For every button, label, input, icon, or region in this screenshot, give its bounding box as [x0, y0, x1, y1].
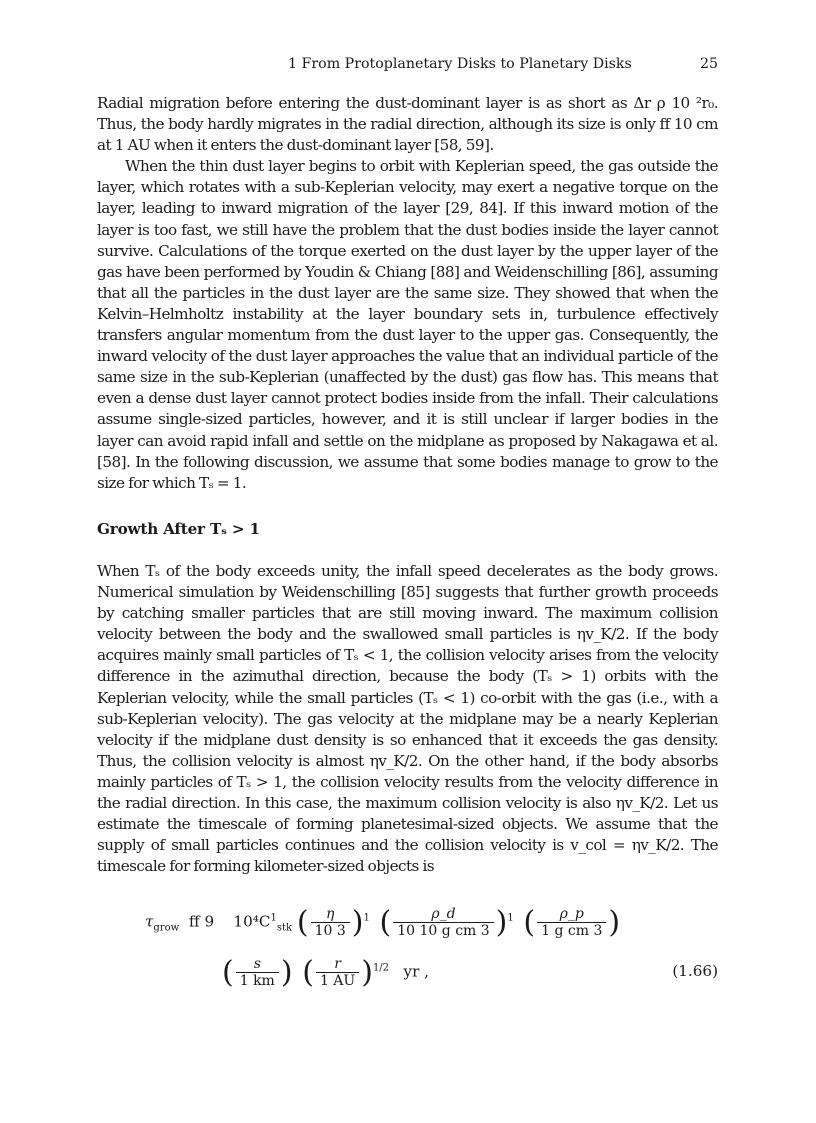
paragraph: When the thin dust layer begins to orbit with Keplerian speed, the gas outside the layer, which rotates with a sub-Keplerian velocity, may exert a negative torque on the layer, leading to inward migration of the layer [29, 84]. If this inward motion of the layer is too fast, we still have the problem that the dust bodies inside the layer cannot survive. Calculations of the torque exerted on the dust layer by the upper layer of the gas have been performed by Youdin & Chiang [88] and Weidenschilling [86], assuming that all the particles in the dust layer are the same size. They showed that when the Kelvin–Helmholtz instability at the layer boundary sets in, turbulence effectively transfers angular momentum from the dust layer to the upper gas. Consequently, the inward velocity of the dust layer approaches the value that an individual particle of the same size in the sub-Keplerian (unaffected by the dust) gas flow has. This means that even a dense dust layer cannot protect bodies inside from the infall. Their calculations assume single-sized particles, however, and it is still unclear if larger bodies in the layer can avoid rapid infall and settle on the midplane as proposed by Nakagawa et al. [58]. In the following discussion, we assume that some bodies manage to grow to the size for which Tₛ = 1.: [97, 157, 718, 492]
fraction-eta: $\frac{\eta}{10 3}$: [311, 906, 350, 939]
page-number: 25: [699, 56, 718, 72]
equation-1-66: [0, 895, 816, 1005]
equation-row-2: ( $\frac{s}{1 km}$ ) ( $\frac{r}{1 AU}$ )$^{1/2}$ yr ,: [222, 955, 430, 990]
equation-lhs-subscript: grow: [153, 922, 180, 934]
exponent: 1: [507, 912, 514, 924]
equation-lhs: τ: [145, 912, 154, 931]
page-header: [97, 54, 718, 76]
running-title: 1 From Protoplanetary Disks to Planetary Disks: [288, 56, 632, 72]
equation-unit: yr ,: [403, 962, 430, 981]
coefficient-subscript: stk: [276, 922, 293, 934]
fraction-s: $\frac{s}{1 km}$: [236, 956, 279, 989]
paragraph: When Tₛ of the body exceeds unity, the infall speed decelerates as the body grows. Numerical simulation by Weidenschilling [85] suggests that further growth proceeds by catching smaller particles that are still moving inward. The maximum collision velocity between the body and the swallowed small particles is ηv_K/2. If the body acquires mainly small particles of Tₛ < 1, the collision velocity arises from the velocity difference in the azimuthal direction, because the body (Tₛ > 1) orbits with the Keplerian velocity, while the small particles (Tₛ < 1) co-orbit with the gas (i.e., with a sub-Keplerian velocity). The gas velocity at the midplane may be a nearly Keplerian velocity if the midplane dust density is so enhanced that it exceeds the gas density. Thus, the collision velocity is almost ηv_K/2. On the other hand, if the body absorbs mainly particles of Tₛ > 1, the collision velocity results from the velocity difference in the radial direction. In this case, the maximum collision velocity is also ηv_K/2. Let us estimate the timescale of forming planetesimal-sized objects. We assume that the supply of small particles continues and the collision velocity is v_col = ηv_K/2. The timescale for forming kilometer-sized objects is: [97, 562, 718, 876]
equation-row-1: $\tau_{grow}$ ff 9 $10^4C^1_{stk}$ ( $\frac{\eta}{10 3}$ )$^1$ ( $\frac{\rho\_d}{\text{10 10 g cm 3}}$ )$^1$ ( $\frac{\rho\_p}{\text{1 g cm 3}}$ ): [145, 905, 621, 940]
fraction-rho-d: $\frac{\rho\_d}{\text{10 10 g cm 3}}$: [393, 906, 493, 939]
fraction-r: $\frac{r}{1 AU}$: [316, 956, 359, 989]
paragraph: Radial migration before entering the dust-dominant layer is as short as Δr ρ 10 ²r₀. Thus, the body hardly migrates in the radial direction, although its size is only ff 10 cm at 1 AU when it enters the dust-dominant layer [58, 59].: [97, 94, 718, 155]
section-heading: Growth After Tₛ > 1: [97, 520, 260, 538]
exponent: 1: [363, 912, 370, 924]
equation-approx: ff 9: [188, 912, 215, 931]
exponent: 1/2: [372, 962, 390, 974]
body-text: [97, 93, 718, 494]
coefficient-exponent: 1: [270, 912, 277, 924]
equation-coefficient: 10⁴C: [233, 912, 271, 931]
section-body-text: [97, 561, 718, 877]
equation-number: (1.66): [672, 962, 718, 980]
fraction-rho-p: $\frac{\rho\_p}{\text{1 g cm 3}}$: [537, 906, 606, 939]
